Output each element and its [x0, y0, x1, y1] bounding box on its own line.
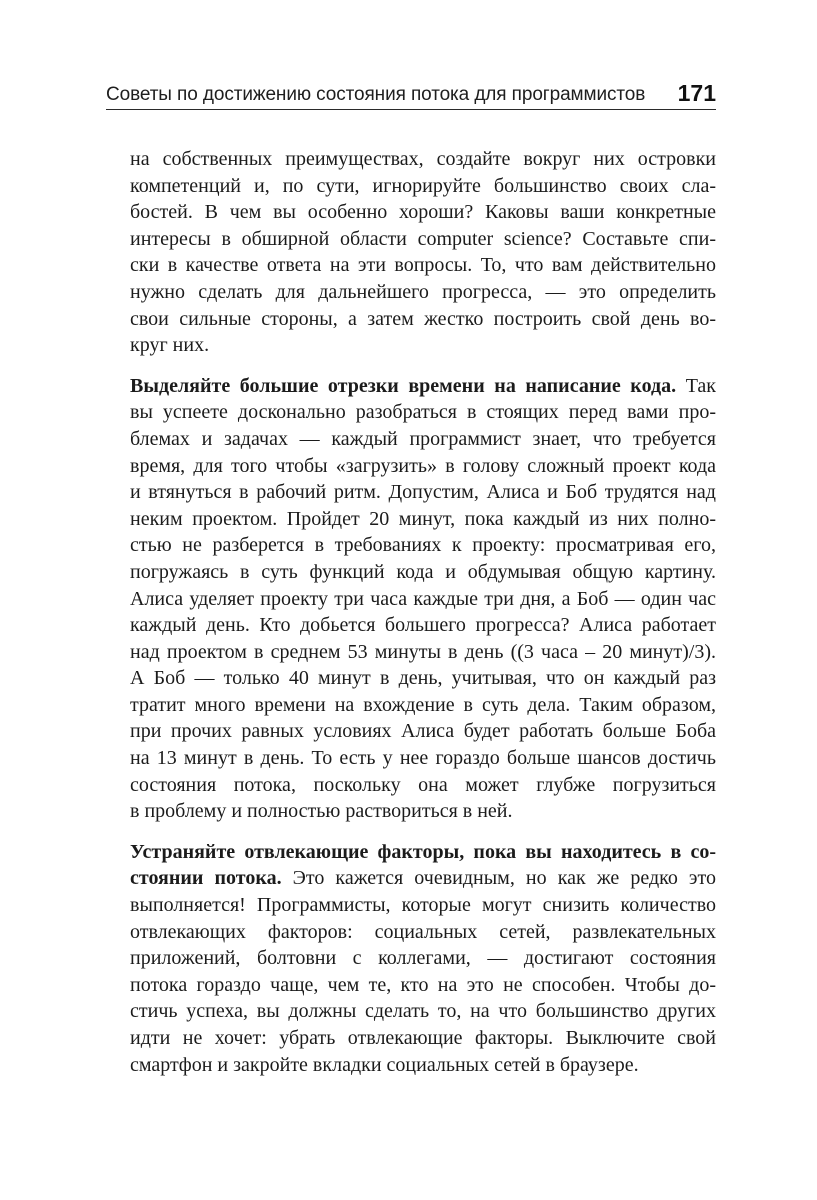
- bold-lead: Выделяйте большие отрезки времени на написание кода.: [130, 374, 677, 397]
- paragraph-1: [130, 146, 716, 359]
- text-line: и втянуться в рабочий ритм. Допустим, Алиса и Боб трудятся над: [130, 481, 716, 504]
- text-line: над проектом в среднем 53 минуты в день ((3 часа – 20 минут)/3).: [130, 640, 716, 663]
- text-line: круг них.: [130, 334, 210, 357]
- text-line: тратит много времени на вхождение в суть дела. Таким образом,: [130, 693, 716, 716]
- text-line: стью не разберется в требованиях к проекту: просматривая его,: [130, 534, 716, 557]
- text-line: свои сильные стороны, а затем жестко построить свой день во-: [130, 307, 716, 330]
- lead-rest: Это кажется очевидным, но как же редко это: [281, 867, 716, 890]
- text-line: на собственных преимуществах, создайте вокруг них островки: [130, 148, 716, 170]
- lead-rest: Так: [676, 374, 717, 397]
- text-line: выполняется! Программисты, которые могут снизить количество: [130, 894, 716, 917]
- text-line-lead: [130, 373, 716, 400]
- text-line: приложений, болтовни с коллегами, — достигают состояния: [130, 947, 716, 970]
- text-line: погружаясь в суть функций кода и обдумывая общую картину.: [130, 560, 716, 583]
- text-line: стичь успеха, вы должны сделать то, на что большинство других: [130, 1000, 716, 1023]
- text-line: ски в качестве ответа на эти вопросы. То, что вам действительно: [130, 254, 716, 277]
- text-line: потока гораздо чаще, чем те, кто на это не способен. Чтобы до-: [130, 973, 716, 996]
- text-line: Алиса уделяет проекту три часа каждые три дня, а Боб — один час: [130, 587, 716, 610]
- text-line: время, для того чтобы «загрузить» в голову сложный проект кода: [130, 454, 716, 477]
- page-number: 171: [677, 80, 716, 106]
- text-line: нужно сделать для дальнейшего прогресса, — это определить: [130, 280, 716, 303]
- paragraph-3: [130, 839, 716, 1078]
- bold-lead-continued: стоянии потока.: [130, 867, 282, 890]
- text-line: каждый день. Кто добьется большего прогресса? Алиса работает: [130, 614, 716, 637]
- text-line: смартфон и закройте вкладки социальных сетей в браузере.: [130, 1053, 639, 1076]
- text-line: отвлекающих факторов: социальных сетей, развлекательных: [130, 920, 716, 943]
- text-line: состояния потока, поскольку она может глубже погрузиться: [130, 773, 716, 796]
- text-line: А Боб — только 40 минут в день, учитывая, что он каждый раз: [130, 667, 716, 690]
- body-text: [130, 146, 716, 1092]
- text-line: идти не хочет: убрать отвлекающие факторы. Выключите свой: [130, 1027, 716, 1049]
- text-line: бостей. В чем вы особенно хороши? Каковы ваши конкретные: [130, 201, 716, 224]
- text-line: в проблему и полностью раствориться в ней.: [130, 800, 513, 823]
- running-title: Советы по достижению состояния потока для программистов: [106, 84, 646, 105]
- bold-lead: Устраняйте отвлекающие факторы, пока вы находитесь в со-: [130, 840, 716, 863]
- text-line-lead: [130, 865, 716, 892]
- paragraph-2: [130, 373, 716, 825]
- text-line: неким проектом. Пройдет 20 минут, пока каждый из них полно-: [130, 507, 716, 530]
- text-line: на 13 минут в день. То есть у нее гораздо больше шансов достичь: [130, 747, 716, 770]
- text-line: блемах и задачах — каждый программист знает, что требуется: [130, 427, 716, 450]
- text-line: интересы в обширной области computer science? Составьте спи-: [130, 227, 716, 250]
- text-line: компетенций и, по сути, игнорируйте большинство своих сла-: [130, 174, 716, 197]
- text-line: вы успеете досконально разобраться в стоящих перед вами про-: [130, 401, 716, 424]
- running-header: [106, 74, 716, 110]
- text-line: при прочих равных условиях Алиса будет работать больше Боба: [130, 720, 716, 743]
